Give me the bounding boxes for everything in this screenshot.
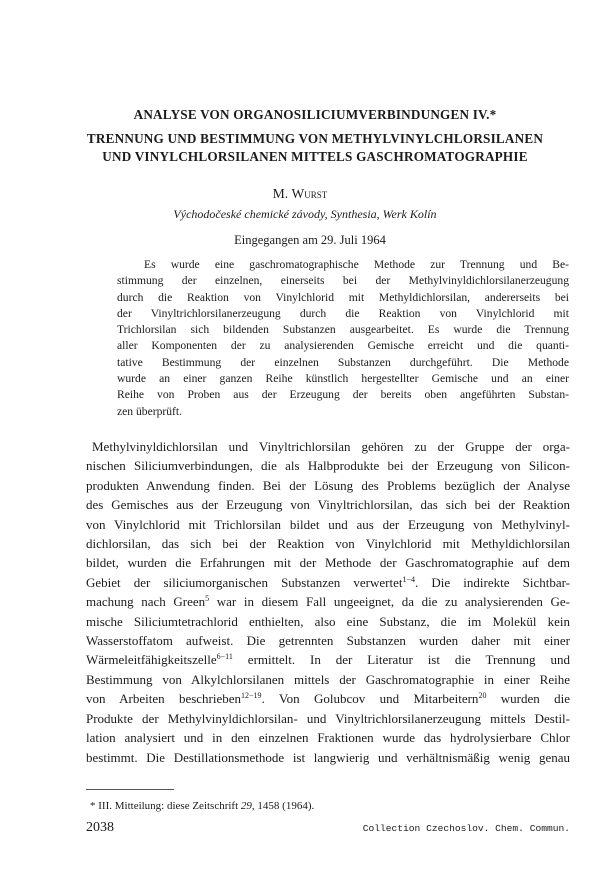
footnote <box>90 800 314 812</box>
abstract-line: Trichlorsilan sich bildenden Substanzen ausgearbeitet. Es wurde die Trennung <box>117 323 569 337</box>
abstract-line: stimmung der einzelnen, einerseits bei der Methylvinyldichlorsilanerzeugung <box>117 274 569 288</box>
page-number: 2038 <box>86 820 114 835</box>
reference-citation: 6−11 <box>216 652 233 662</box>
body-text-segment: . Die indirekte Sichtbar- <box>415 574 570 590</box>
body-line <box>86 592 570 611</box>
footnote-suffix: , 1458 (1964). <box>251 800 315 812</box>
body-text <box>86 437 570 767</box>
reference-citation: 12−19 <box>241 691 262 701</box>
body-line: mische Siliciumtetrachlorid enthielten, also eine Substanz, die im Molekül kein <box>86 613 570 629</box>
footnote-prefix: * III. Mitteilung: diese Zeitschrift <box>90 800 241 812</box>
body-line: von Vinylchlorid mit Trichlorsilan bildet und aus der Erzeugung von Methylvinyl- <box>86 516 570 532</box>
abstract-line: aller Komponenten der zu analysierenden Gemische erreicht und die quanti- <box>117 339 569 353</box>
body-text-segment: Gebiet der siliciumorganischen Substanzen verwertet <box>86 574 403 590</box>
body-line: Produkte der Methylvinyldichlorsilan- und Vinyltrichlorsilanerzeugung mittels Destil- <box>86 710 570 726</box>
body-text-segment: wurden die <box>486 691 571 707</box>
article-title-line-2: TRENNUNG UND BESTIMMUNG VON METHYLVINYLCHLORSILANEN <box>86 131 544 146</box>
body-line: Methylvinyldichlorsilan und Vinyltrichlorsilan gehören zu der Gruppe der orga- <box>92 439 570 454</box>
body-text-segment: . Von Golubcov und Mitarbeitern <box>261 691 479 707</box>
body-line: des Gemisches aus der Erzeugung von Vinyltrichlorsilan, das sich bei der Reaktion <box>86 497 570 513</box>
abstract-line: Es wurde eine gaschromatographische Methode zur Trennung und Be- <box>144 258 569 271</box>
reference-citation: 20 <box>478 691 487 701</box>
abstract <box>117 257 569 420</box>
body-line <box>86 650 570 669</box>
affiliation: Východočeské chemické závody, Synthesia, Werk Kolín <box>173 207 437 221</box>
footnote-volume: 29 <box>240 800 252 812</box>
body-line <box>86 573 570 592</box>
body-text-segment: Wärmeleitfähigkeitszelle <box>86 652 217 668</box>
article-title-line-1: ANALYSE VON ORGANOSILICIUMVERBINDUNGEN IV.* <box>133 107 497 122</box>
reference-citation: 5 <box>205 594 210 604</box>
reference-citation: 1−4 <box>402 574 416 584</box>
abstract-line: zen überprüft. <box>117 404 183 418</box>
received-date: Eingegangen am 29. Juli 1964 <box>234 233 386 247</box>
author-surname: Wurst <box>291 186 328 201</box>
journal-name: Collection Czechoslov. Chem. Commun. <box>362 823 570 834</box>
abstract-line: Reihe von Proben aus der Erzeugung der bereits oben angeführten Substan- <box>117 388 569 402</box>
body-line: dichlorsilan, das sich bei der Reaktion von Vinylchlorid mit Methyldichlorsilan <box>86 536 570 552</box>
article-title-line-3: UND VINYLCHLORSILANEN MITTELS GASCHROMATOGRAPHIE <box>102 149 528 164</box>
abstract-line: wurde an einer ganzen Reihe künstlich hergestellter Gemische und an einer <box>117 372 569 386</box>
author-initial: M. <box>272 186 292 201</box>
abstract-line: tative Bestimmung der einzelnen Substanzen durchgeführt. Die Methode <box>117 355 569 369</box>
body-text-segment: ermittelt. In der Literatur ist die Trennung und <box>232 652 570 668</box>
abstract-line: der Vinyltrichlorsilanerzeugung durch die Reaktion von Vinylchlorid mit <box>117 306 569 320</box>
body-line: lation analysiert und in den einzelnen Fraktionen wurde das hydrolysierbare Chlor <box>86 730 570 746</box>
abstract-line: durch die Reaktion von Vinylchlorid mit Methyldichlorsilan, andererseits bei <box>117 290 569 304</box>
body-line: Wasserstoffatom aufweist. Die getrennten Substanzen wurden daher mit einer <box>86 633 570 649</box>
body-line: produkten Anwendung finden. Bei der Lösung des Problems bezüglich der Analyse <box>86 477 570 493</box>
body-line: nischen Siliciumverbindungen, die als Halbprodukte bei der Erzeugung von Silicon- <box>86 458 570 474</box>
body-line: Bestimmung von Alkylchlorsilanen mittels der Gaschromatographie in einer Reihe <box>86 671 570 687</box>
body-text-segment: machung nach Green <box>86 594 206 610</box>
footnote-divider <box>86 789 174 790</box>
author <box>0 186 600 202</box>
body-line <box>86 689 570 708</box>
body-line: bestimmt. Die Destillationsmethode ist langwierig und verhältnismäßig wenig genau <box>86 749 570 765</box>
body-text-segment: war in diesem Fall ungeeignet, da die zu analysierenden Ge- <box>209 594 570 610</box>
body-text-segment: von Arbeiten beschrieben <box>86 691 242 707</box>
body-line: bildet, wurden die Erfahrungen mit der Methode der Gaschromatographie auf dem <box>86 555 570 571</box>
